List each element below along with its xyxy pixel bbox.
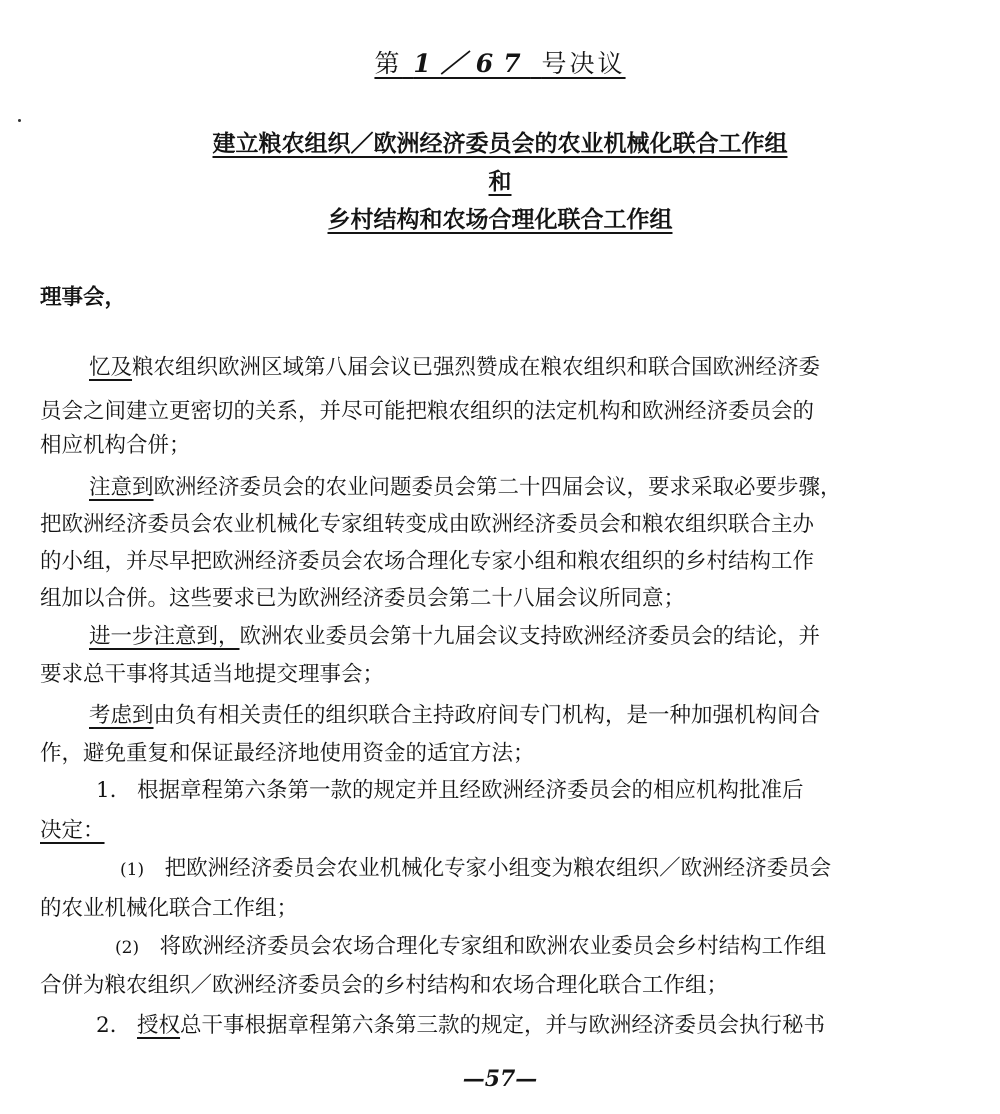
p3-lead: 进一步注意到， [89, 624, 240, 649]
heading-line-1 [0, 125, 1000, 158]
page-number: —57— [462, 1066, 538, 1092]
p2-line-3: 的小组，并尽早把欧洲经济委员会农场合理化专家小组和粮农组织的乡村结构工作 [40, 549, 815, 574]
p4-lead: 考虑到 [89, 703, 154, 728]
sub-item-1-line-2: 的农业机械化联合工作组； [40, 896, 299, 921]
p4-line-1 [89, 700, 820, 732]
p2-lead: 注意到 [89, 475, 154, 500]
item-2-number: 2. [96, 1013, 117, 1038]
scan-speck [18, 119, 21, 122]
p1-line-3: 相应机构合併； [40, 433, 191, 458]
sub-item-1-label: (1) [120, 860, 145, 880]
p1-line-2: 员会之间建立更密切的关系，并尽可能把粮农组织的法定机构和欧洲经济委员会的 [40, 399, 815, 424]
title-prefix: 第 [374, 49, 403, 78]
addressee: 理事会， [40, 285, 127, 310]
sub-item-1-text: 把欧洲经济委员会农业机械化专家小组变为粮农组织／欧洲经济委员会 [164, 856, 832, 881]
sub-item-2-label: (2) [115, 938, 140, 958]
item-2-lead: 授权 [137, 1013, 181, 1038]
p4-line-2: 作，避免重复和保证最经济地使用资金的适宜方法； [40, 741, 535, 766]
resolution-title-text [374, 49, 625, 78]
item-2-line-1 [96, 1010, 825, 1042]
p2-line-2: 把欧洲经济委员会农业机械化专家组转变成由欧洲经济委员会和粮农组织联合主办 [40, 512, 815, 537]
heading-line-2 [0, 163, 1000, 196]
p2-line-4: 组加以合併。这些要求已为欧洲经济委员会第二十八届会议所同意； [40, 586, 686, 611]
p4-line-1-text: 由负有相关责任的组织联合主持政府间专门机构，是一种加强机构间合 [153, 703, 821, 728]
item-1-decides-text: 决定： [40, 818, 105, 843]
sub-item-2-line-1 [115, 931, 826, 964]
p3-line-1 [89, 621, 820, 653]
sub-item-2-text: 将欧洲经济委员会农场合理化专家组和欧洲农业委员会乡村结构工作组 [159, 934, 827, 959]
heading-line-1-text: 建立粮农组织／欧洲经济委员会的农业机械化联合工作组 [212, 130, 788, 157]
p2-line-1 [89, 472, 842, 504]
resolution-title [0, 44, 1000, 80]
p1-line-1 [89, 352, 820, 384]
heading-line-3-text: 乡村结构和农场合理化联合工作组 [327, 206, 673, 233]
item-1-text: 根据章程第六条第一款的规定并且经欧洲经济委员会的相应机构批准后 [137, 778, 804, 803]
p1-line-1-text: 粮农组织欧洲区域第八届会议已强烈赞成在粮农组织和联合国欧洲经济委 [132, 355, 821, 380]
p3-line-1-text: 欧洲农业委员会第十九届会议支持欧洲经济委员会的结论，并 [239, 624, 821, 649]
heading-line-3 [0, 201, 1000, 234]
p1-lead: 忆及 [89, 355, 133, 380]
sub-item-1-line-1 [120, 853, 831, 886]
item-1-line-1 [96, 775, 804, 807]
title-number: 1／67 [413, 49, 531, 78]
sub-item-2-line-2: 合併为粮农组织／欧洲经济委员会的乡村结构和农场合理化联合工作组； [40, 973, 729, 998]
title-suffix: 号决议 [541, 49, 626, 78]
p2-line-1-text: 欧洲经济委员会的农业问题委员会第二十四届会议，要求采取必要步骤， [153, 475, 842, 500]
p3-line-2: 要求总干事将其适当地提交理事会； [40, 662, 385, 687]
item-1-decides [40, 815, 105, 847]
heading-line-2-text: 和 [488, 168, 512, 195]
item-2-text: 总干事根据章程第六条第三款的规定，并与欧洲经济委员会执行秘书 [180, 1013, 826, 1038]
item-1-number: 1. [96, 778, 117, 803]
